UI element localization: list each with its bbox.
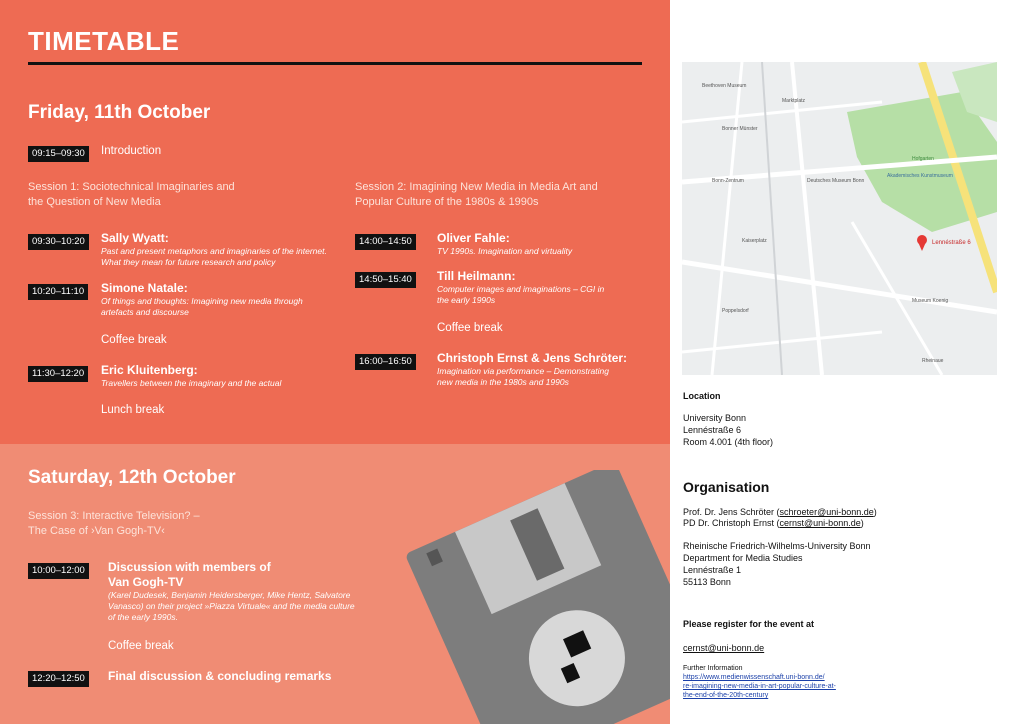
floppy-disk-illustration (400, 470, 670, 724)
coffee-break-label: Coffee break (101, 334, 167, 346)
map-place: Kaiserplatz (742, 238, 767, 244)
time-badge: 09:15–09:30 (28, 146, 89, 162)
time-badge: 09:30–10:20 (28, 234, 89, 250)
map-graphic (682, 62, 997, 375)
map-place: Museum Koenig (912, 298, 949, 304)
info-url-line[interactable]: re-imagining-new-media-in-art-popular-culture-at- (683, 683, 836, 690)
session-1-title: Session 1: Sociotechnical Imaginaries and the Question of New Media (28, 181, 235, 208)
pin-label: Lennéstraße 6 (932, 240, 971, 246)
speaker-name: Sally Wyatt: (101, 231, 169, 245)
map-place: Rheinaue (922, 358, 944, 364)
time-badge: 16:00–16:50 (355, 354, 416, 370)
friday-heading: Friday, 11th October (28, 102, 211, 123)
speaker-name: Oliver Fahle: (437, 231, 510, 245)
coffee-break-label: Coffee break (108, 640, 174, 652)
time-badge: 14:00–14:50 (355, 234, 416, 250)
lunch-break-label: Lunch break (101, 404, 165, 416)
map-place: Marktplatz (782, 98, 806, 104)
talk-description: (Karel Dudesek, Benjamin Heidersberger, Mike Hentz, Salvatore Vanasco) on their project »Piazza Virtuale« and the media culture of the early 1990s. (108, 590, 355, 622)
time-badge: 12:20–12:50 (28, 671, 89, 687)
register-heading: Please register for the event at (683, 619, 815, 629)
organiser-name: PD Dr. Christoph Ernst (683, 518, 775, 528)
speaker-name: Christoph Ernst & Jens Schröter: (437, 351, 628, 365)
talk-description: Computer images and imaginations – CGI in the early 1990s (437, 284, 605, 305)
time-badge: 10:20–11:10 (28, 284, 88, 300)
organiser-line: PD Dr. Christoph Ernst (cernst@uni-bonn.de) (683, 518, 864, 528)
time-badge: 14:50–15:40 (355, 272, 416, 288)
time-badge: 11:30–12:20 (28, 366, 88, 382)
address-line: Rheinische Friedrich-Wilhelms-University Bonn (683, 541, 871, 551)
map-place: Hofgarten (912, 156, 934, 162)
talk-description: Of things and thoughts: Imagining new media through artefacts and discourse (101, 296, 303, 317)
saturday-heading: Saturday, 12th October (28, 467, 236, 488)
location-map[interactable] (682, 62, 997, 375)
location-line: Room 4.001 (4th floor) (683, 437, 774, 447)
register-email-link[interactable]: cernst@uni-bonn.de (683, 643, 765, 653)
email-link[interactable]: cernst@uni-bonn.de (779, 518, 861, 528)
concluding-remarks-title: Final discussion & concluding remarks (108, 669, 332, 683)
map-place: Poppelsdorf (722, 308, 749, 314)
talk-description: Past and present metaphors and imaginaries of the internet. What they mean for future research and policy (101, 246, 327, 267)
organiser-line: Prof. Dr. Jens Schröter (schroeter@uni-bonn.de) (683, 507, 877, 517)
info-url-line[interactable]: https://www.medienwissenschaft.uni-bonn.de/ (683, 674, 825, 681)
map-place: Deutsches Museum Bonn (807, 178, 865, 184)
talk-description: Travellers between the imaginary and the actual (101, 378, 282, 388)
info-url-line[interactable]: the-end-of-the-20th-century (683, 692, 769, 699)
session-3-line-1: Session 3: Interactive Television? – (28, 510, 200, 522)
talk-description: TV 1990s. Imagination and virtuality (437, 246, 573, 256)
map-place: Bonner Münster (722, 126, 758, 132)
location-line: Lennéstraße 6 (683, 425, 742, 435)
page-title: TIMETABLE (28, 26, 180, 56)
talk-description: Imagination via performance – Demonstrating new media in the 1980s and 1990s (437, 366, 609, 387)
email-link[interactable]: schroeter@uni-bonn.de (779, 507, 874, 517)
address-line: Department for Media Studies (683, 553, 803, 563)
speaker-name: Till Heilmann: (437, 269, 516, 283)
discussion-title-line-1: Discussion with members of (108, 560, 271, 574)
coffee-break-label: Coffee break (437, 322, 503, 334)
title-rule (28, 62, 642, 65)
address-line: Lennéstraße 1 (683, 565, 742, 575)
further-information-label: Further Information (683, 665, 743, 672)
speaker-name: Simone Natale: (101, 281, 188, 295)
address-line: 55113 Bonn (683, 577, 731, 587)
map-place: Bonn-Zentrum (712, 178, 744, 184)
time-badge: 10:00–12:00 (28, 563, 89, 579)
session-2-title: Session 2: Imagining New Media in Media Art and Popular Culture of the 1980s & 1990s (355, 181, 598, 208)
location-line: University Bonn (683, 413, 747, 423)
speaker-name: Eric Kluitenberg: (101, 363, 198, 377)
map-place: Beethoven Museum (702, 83, 747, 89)
organisation-heading: Organisation (683, 479, 770, 495)
discussion-title-line-2: Van Gogh-TV (108, 575, 184, 589)
session-3-line-2: The Case of ›Van Gogh-TV‹ (28, 525, 165, 537)
introduction-label: Introduction (101, 145, 162, 157)
map-place: Akademisches Kunstmuseum (887, 173, 953, 179)
location-heading: Location (683, 391, 721, 401)
organiser-name: Prof. Dr. Jens Schröter (683, 507, 775, 517)
